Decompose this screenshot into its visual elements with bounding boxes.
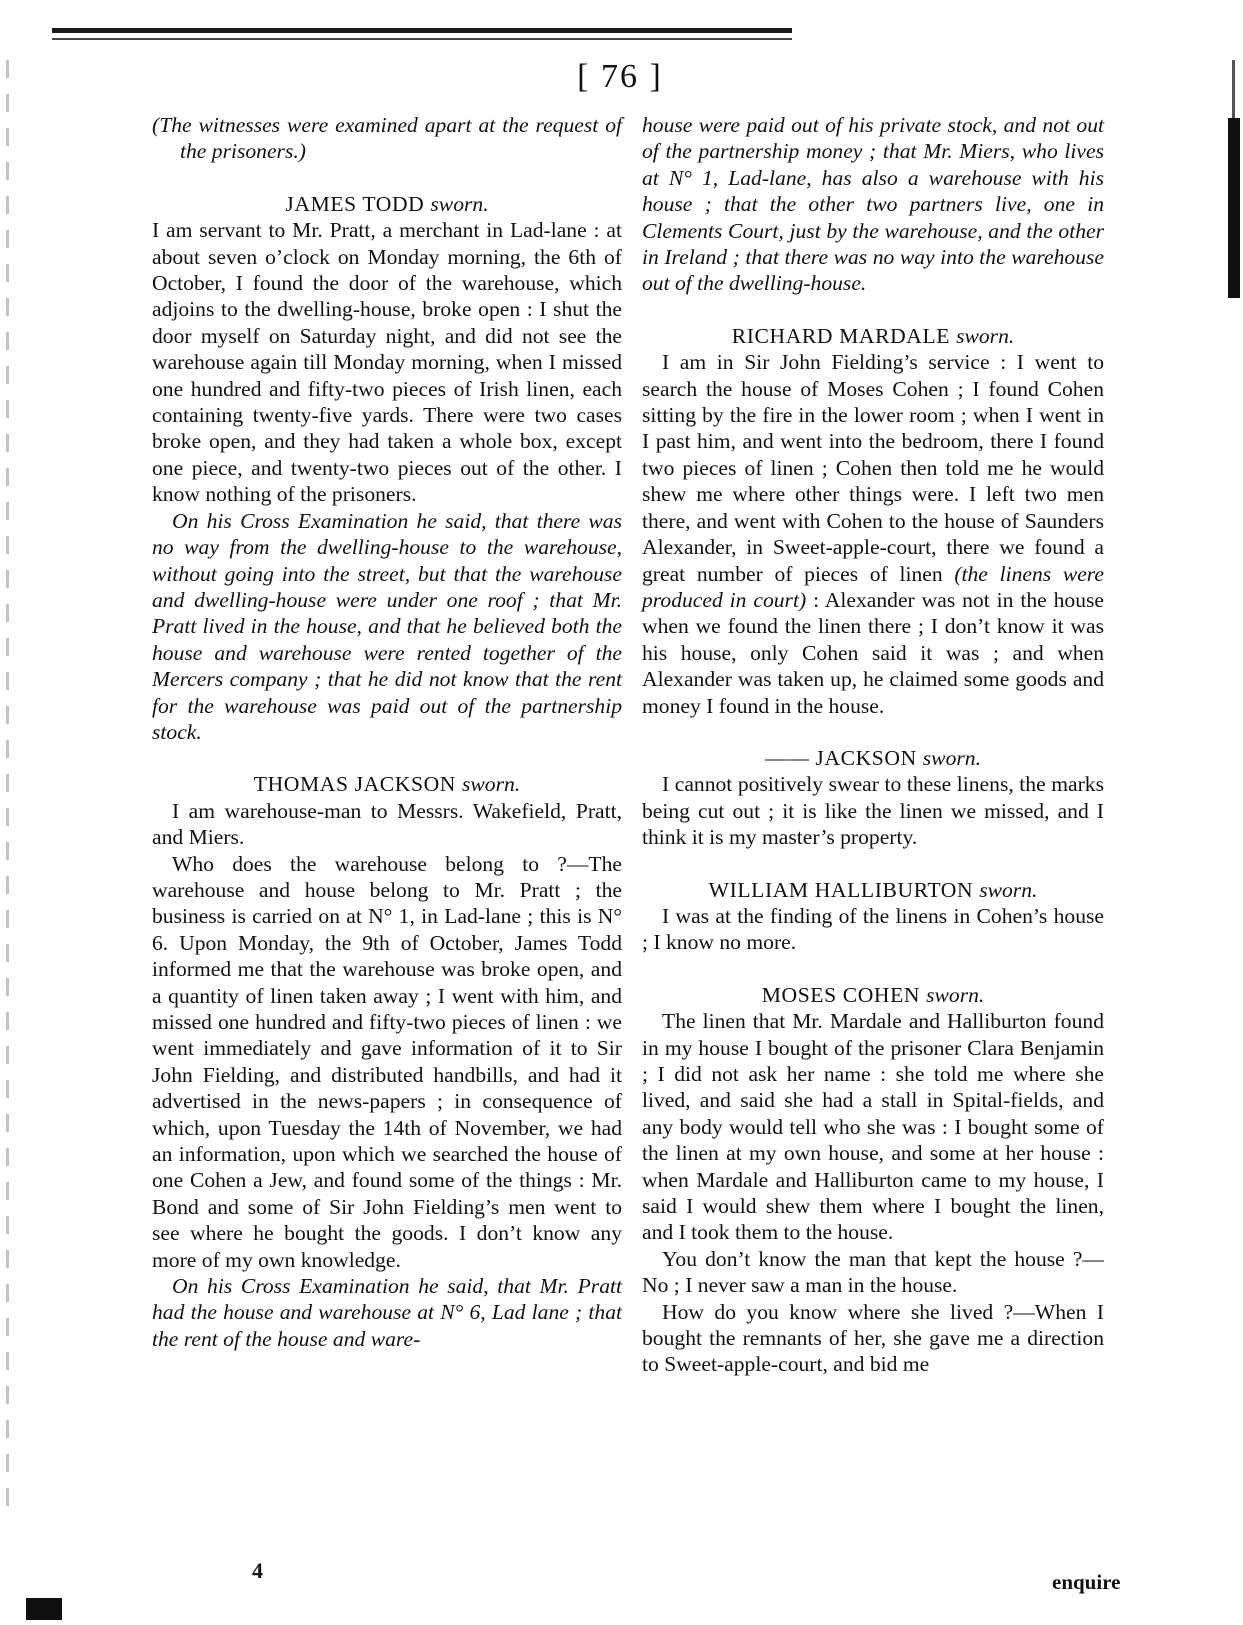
thomas-jackson-p1: I am warehouse-man to Messrs. Wakefield, Pratt, and Miers. [152, 798, 622, 850]
top-rule [52, 28, 792, 33]
top-rule-thin [52, 38, 792, 40]
page-edge-mark [1228, 118, 1240, 298]
thomas-jackson-p2: Who does the warehouse belong to ?—The warehouse and house belong to Mr. Pratt ; the business is carried on at N° 1, in Lad-lane ; this is N° 6. Upon Monday, the 9th of October, James Todd informed me that the warehouse was broke open, and a quantity of linen taken away ; I went with him, and missed one hundred and fifty-two pieces of linen : we went immediately and gave information of it to Sir John Fielding, and distributed handbills, and had it advertised in the news-papers ; in consequence of which, upon Tuesday the 14th of November, we had an information, upon which we searched the house of one Cohen a Jew, and found some of the things : Mr. Bond and some of Sir John Fielding’s men went to see where he bought the goods. I don’t know any more of my own knowledge. [152, 851, 622, 1272]
thomas-jackson-heading-name: THOMAS JACKSON [253, 772, 456, 797]
thomas-jackson-heading [152, 771, 622, 797]
mardale-testimony [642, 349, 1104, 719]
cohen-p3: How do you know where she lived ?—When I bought the remnants of her, she gave me a direction to Sweet-apple-court, and bid me [642, 1299, 1104, 1377]
binding-shadow [6, 60, 9, 1510]
halliburton-heading-name: WILLIAM HALLIBURTON [708, 877, 974, 902]
cross-examination-continued: house were paid out of his private stock, and not out of the partnership money ; that Mr. Miers, who lives at N° 1, Lad-lane, has also a warehouse with his house ; that the other two partners live, one in Clements Court, just by the warehouse, and the other in Ireland ; that there was no way into the warehouse out of the dwelling-house. [642, 113, 1104, 296]
halliburton-heading-sworn: sworn. [979, 877, 1038, 902]
mardale-heading [642, 323, 1104, 349]
page-edge-mark-thin [1232, 60, 1235, 120]
mardale-heading-name: RICHARD MARDALE [731, 323, 951, 348]
todd-heading-name: JAMES TODD [285, 191, 425, 216]
halliburton-testimony: I was at the finding of the linens in Cohen’s house ; I know no more. [642, 903, 1104, 955]
thomas-jackson-cross-examination: On his Cross Examination he said, that Mr. Pratt had the house and warehouse at N° 6, Lad lane ; that the rent of the house and ware- [152, 1274, 622, 1351]
todd-heading [152, 191, 622, 217]
catchword: enquire [1052, 1570, 1121, 1594]
jackson-heading-name: —— JACKSON [765, 745, 917, 770]
mardale-testimony-continued: : Alexander was not in the house when we found the linen there ; I don’t know it was his house, only Cohen said it was ; and when Alexander was taken up, he claimed some goods and money I found in the house. [642, 587, 1105, 718]
ink-blot [26, 1598, 62, 1620]
signature-mark: 4 [252, 1558, 263, 1583]
mardale-heading-sworn: sworn. [956, 323, 1015, 348]
cohen-p2: You don’t know the man that kept the house ?—No ; I never saw a man in the house. [642, 1246, 1104, 1298]
todd-heading-sworn: sworn. [430, 191, 489, 216]
jackson-testimony: I cannot positively swear to these linens, the marks being cut out ; it is like the linen we missed, and I think it is my master’s property. [642, 772, 1104, 850]
jackson-heading-sworn: sworn. [922, 745, 981, 770]
left-column [152, 112, 622, 1352]
todd-cross-examination: On his Cross Examination he said, that there was no way from the dwelling-house to the warehouse, without going into the street, but that the warehouse and dwelling-house were under one roof ; that Mr. Pratt lived in the house, and that he believed both the house and warehouse were rented together of the Mercers company ; that he did not know that the rent for the warehouse was paid out of the partnership stock. [152, 508, 622, 744]
jackson-heading [642, 745, 1104, 771]
mardale-parenthetical: (the linens were produced in court) [642, 561, 1104, 612]
mardale-testimony-text: I am in Sir John Fielding’s service : I went to search the house of Moses Cohen ; I found Cohen sitting by the fire in the lower room ; when I went in I past him, and went into the bedroom, there I found two pieces of linen ; Cohen then told me he would shew me where other things were. I left two men there, and went with Cohen to the house of Saunders Alexander, in Sweet-apple-court, there we found a great number of pieces of linen [642, 350, 1104, 586]
thomas-jackson-heading-sworn: sworn. [461, 772, 521, 797]
cohen-heading-sworn: sworn. [926, 982, 985, 1007]
halliburton-heading [642, 877, 1104, 903]
cohen-p1: The linen that Mr. Mardale and Halliburton found in my house I bought of the prisoner Clara Benjamin ; I did not ask her name : she told me where she lived, and said she had a stall in Spital-fields, and any body would tell who she was : I bought some of the linen at my own house, and some at her house : when Mardale and Halliburton came to my house, I said I would shew them where I bought the linen, and I took them to the house. [642, 1009, 1104, 1245]
right-column [642, 112, 1104, 1378]
page-number: [ 76 ] [577, 58, 663, 95]
cohen-heading-name: MOSES COHEN [761, 982, 921, 1007]
cohen-heading [642, 982, 1104, 1008]
todd-testimony: I am servant to Mr. Pratt, a merchant in Lad-lane : at about seven o’clock on Monday morning, the 6th of October, I found the door of the warehouse, which adjoins to the dwelling-house, broke open : I shut the door myself on Saturday night, and did not see the warehouse again till Monday morning, when I missed one hundred and fifty-two pieces of Irish linen, each containing twenty-five yards. There were two cases broke open, and they had taken a whole box, except one piece, and twenty-two pieces out of the other. I know nothing of the prisoners. [152, 218, 622, 507]
examination-note: (The witnesses were examined apart at the request of the prisoners.) [152, 113, 622, 164]
